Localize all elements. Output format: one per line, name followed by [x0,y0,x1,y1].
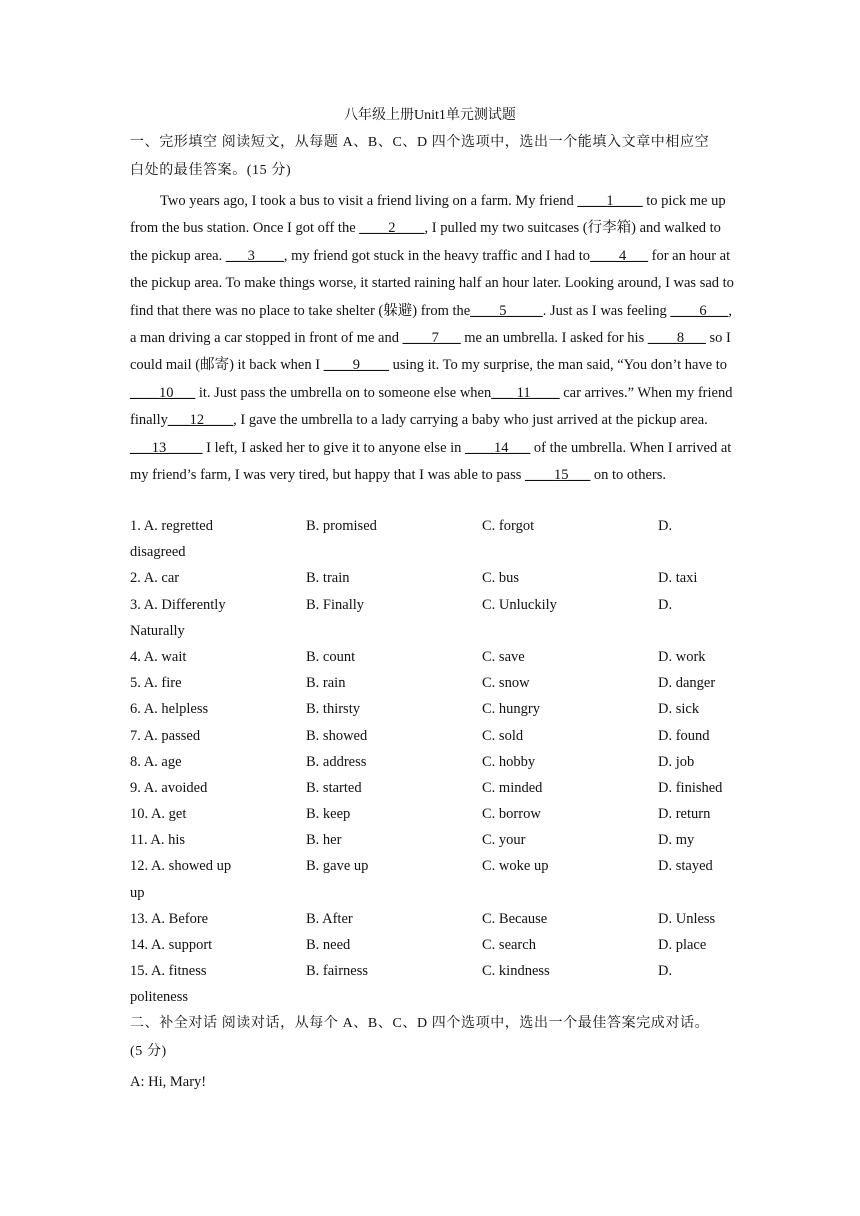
option-row [130,539,740,565]
cloze-blank: ____10___ [130,384,196,401]
passage-text: me an umbrella. I asked for his [460,330,648,347]
option-row [130,513,740,539]
option-row [130,932,740,958]
option-cell: C. forgot [482,518,535,534]
option-row [130,592,740,618]
option-row [130,723,740,749]
option-cell: D. [658,963,673,980]
passage-text: it. Just pass the umbrella on to someone else when [195,384,492,401]
option-cell: 4. A. wait [130,648,187,665]
option-cell: B. Finally [306,596,365,613]
passage-text: , I pulled my two suitcases (行李箱) and walked to the pickup area. [130,220,721,264]
option-cell: B. rain [306,675,346,692]
option-cell: D. Unless [658,910,716,927]
passage-text: of the umbrella. When I arrived at my friend’s farm, I was very tired, but happy that I was able to pass [130,439,732,484]
cloze-blank: ____4___ [590,247,648,264]
option-row [130,670,740,696]
option-cell: C. minded [482,779,543,796]
cloze-blank: ____9____ [323,357,389,374]
cloze-blank: ____8___ [647,330,706,347]
option-cell: C. your [482,832,526,849]
section2-heading-line2: (5 分) [130,1044,167,1059]
option-cell: D. return [658,806,711,823]
option-cell: 3. A. Differently [130,596,226,613]
passage-text: using it. To my surprise, the man said, “You don’t have to [388,357,728,374]
option-cell: D. found [658,727,710,744]
option-cell: D. [658,518,673,534]
section2-heading [130,1010,738,1066]
option-row [130,618,740,644]
option-row [130,801,740,827]
option-cell: 13. A. Before [130,910,209,927]
option-cell: C. borrow [482,806,541,823]
option-cell: 10. A. get [130,806,187,823]
option-cell: D. my [658,832,695,849]
passage-text: Two years ago, I took a bus to visit a friend living on a farm. My friend [160,193,578,209]
section1-heading-line2: 白处的最佳答案。(15 分) [130,163,292,178]
cloze-blank: ____14___ [465,439,531,456]
option-cell: C. hungry [482,701,540,718]
section1-heading-line1: 一、完形填空 阅读短文，从每题 A、B、C、D 四个选项中，选出一个能填入文章中相应空 [130,135,710,150]
option-row [130,880,740,906]
option-cell: D. finished [658,779,723,796]
option-cell: C. Unluckily [482,596,557,613]
option-cell: B. After [306,910,353,927]
option-cell: 14. A. support [130,937,213,953]
option-cell: C. bus [482,570,520,587]
cloze-passage [130,188,736,489]
option-cell: 5. A. fire [130,675,182,692]
passage-text: so I could mail (邮寄) it back when I [130,330,731,374]
option-cell: C. sold [482,727,524,744]
cloze-blank: ____5_____ [470,302,543,319]
option-cell: B. promised [306,518,377,534]
option-cell: 7. A. passed [130,727,201,744]
option-cell: C. Because [482,910,548,927]
option-cell: B. count [306,648,356,665]
option-cell: B. thirsty [306,701,360,718]
option-cell: B. started [306,779,362,796]
option-cell: B. showed [306,727,368,744]
option-cell: D. stayed [658,858,713,875]
option-cell: 12. A. showed up [130,858,232,875]
passage-text: , a man driving a car stopped in front of me and [130,302,733,347]
option-row [130,827,740,853]
option-row [130,696,740,722]
cloze-blank: ____1____ [577,193,643,209]
option-cell: up [130,884,145,901]
option-cell: B. need [306,937,351,953]
option-cell: D. place [658,937,707,953]
option-cell: C. search [482,937,536,953]
passage-text: for an hour at the pickup area. To make things worse, it started raining half an hour later. Looking around, I was sad to find that there was no place to take shelter (躲避) from the [130,247,734,319]
option-cell: disagreed [130,544,186,561]
option-cell: D. [658,596,673,613]
option-cell: 9. A. avoided [130,779,208,796]
passage-text: on to others. [590,467,666,484]
passage-text: , I gave the umbrella to a lady carrying a baby who just arrived at the pickup area. [233,412,708,429]
passage-text: car arrives.” When my friend finally [130,384,733,429]
option-cell: B. address [306,753,367,770]
option-cell: B. keep [306,806,351,823]
option-cell: C. snow [482,675,530,692]
option-row [130,958,740,984]
option-cell: 11. A. his [130,832,186,849]
option-row [130,565,740,591]
option-cell: politeness [130,989,188,1006]
cloze-blank: ____7___ [402,330,461,347]
passage-text: . Just as I was feeling [542,302,671,319]
option-cell: B. gave up [306,858,369,875]
option-cell: B. train [306,570,350,587]
passage-text: , my friend got stuck in the heavy traffic and I had to [283,247,590,264]
cloze-blank: ____2____ [359,220,425,237]
option-cell: D. work [658,648,706,665]
option-cell: 8. A. age [130,753,182,770]
section2-heading-line1: 二、补全对话 阅读对话，从每个 A、B、C、D 四个选项中，选出一个最佳答案完成对话。 [130,1016,710,1031]
option-cell: B. fairness [306,963,369,980]
passage-text: to pick me up from the bus station. Once I got off the [130,193,726,237]
cloze-blank: ___12____ [167,412,234,429]
option-cell: C. woke up [482,858,549,875]
option-cell: 2. A. car [130,570,180,587]
option-cell: C. hobby [482,753,536,770]
section1-heading [130,129,738,185]
option-row [130,984,740,1010]
option-cell: C. kindness [482,963,550,980]
cloze-blank: ___ 11____ [491,384,560,401]
option-cell: 15. A. fitness [130,963,207,980]
option-cell: B. her [306,832,342,849]
option-row [130,749,740,775]
cloze-blank: ____15___ [525,467,591,484]
option-cell: D. sick [658,701,700,718]
option-cell: D. danger [658,675,716,692]
cloze-blank: ___3____ [225,247,284,264]
option-row [130,906,740,932]
option-cell: 6. A. helpless [130,701,209,718]
page-title: 八年级上册Unit1单元测试题 [344,108,516,123]
option-cell: D. taxi [658,570,698,587]
passage-text: I left, I asked her to give it to anyone else in [202,439,466,456]
option-row [130,644,740,670]
option-cell: C. save [482,648,525,665]
cloze-blank: ___13_____ [130,439,203,456]
option-cell: 1. A. regretted [130,518,213,534]
option-cell: Naturally [130,622,185,639]
option-row [130,775,740,801]
option-cell: D. job [658,753,695,770]
options-table [130,513,740,1011]
option-row [130,853,740,879]
dialogue-line: A: Hi, Mary! [130,1074,207,1090]
cloze-blank: ____6___ [670,302,729,319]
